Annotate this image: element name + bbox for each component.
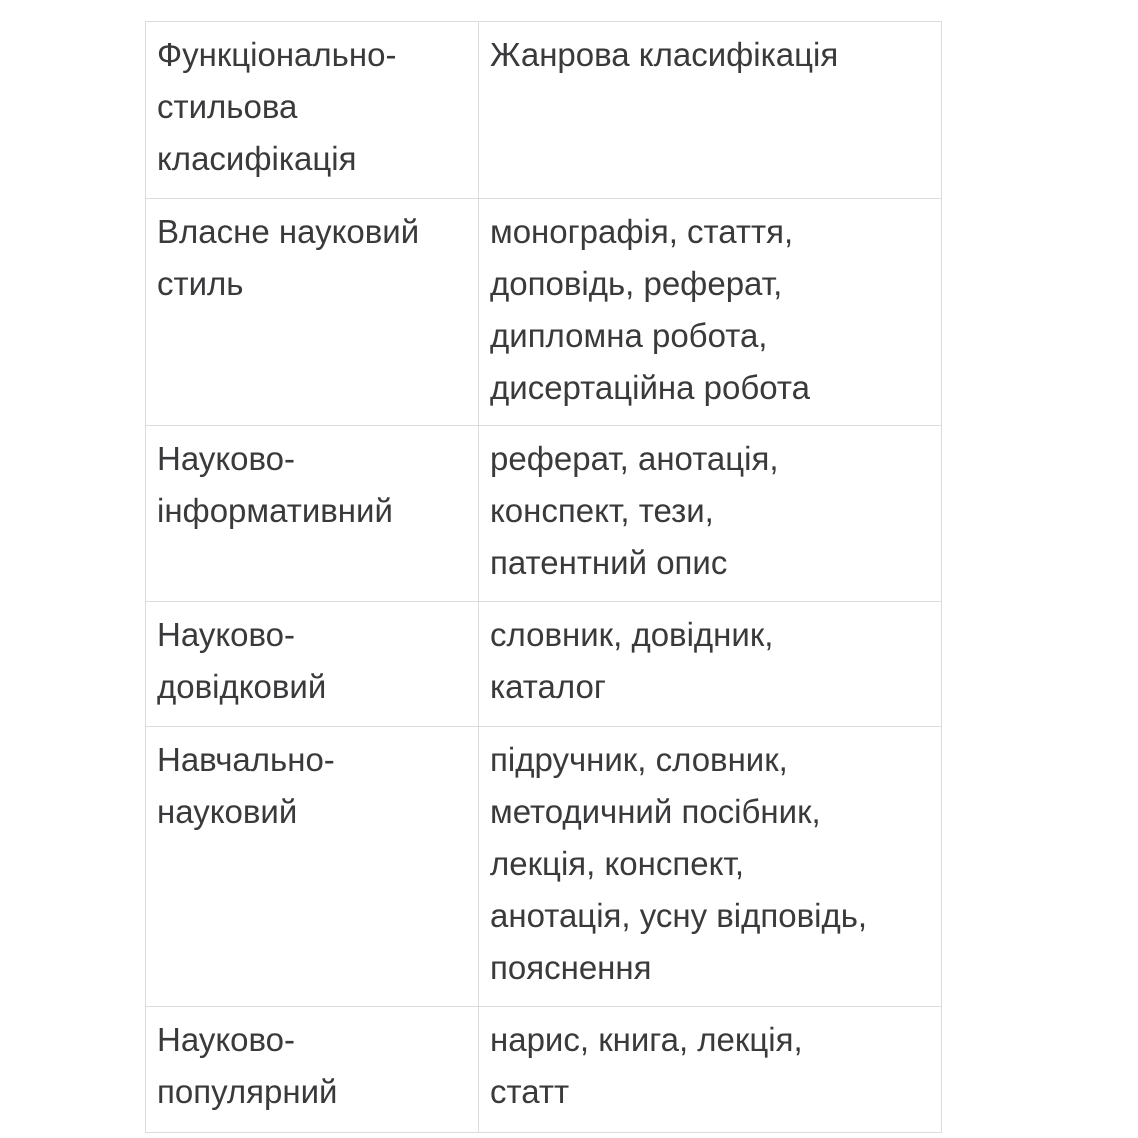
header-cell-genre: Жанрова класифікація bbox=[479, 22, 942, 199]
style-cell: Науково- довідковий bbox=[146, 602, 479, 727]
genre-cell: підручник, словник, методичний посібник, лекція, конспект, анотація, усну відповідь, пояснення bbox=[479, 727, 942, 1007]
genre-cell: нарис, книга, лекція, статт bbox=[479, 1007, 942, 1133]
style-cell: Власне науковий стиль bbox=[146, 199, 479, 426]
classification-table bbox=[145, 21, 942, 1133]
style-cell: Навчально- науковий bbox=[146, 727, 479, 1007]
style-cell: Науково- популярний bbox=[146, 1007, 479, 1133]
genre-cell: монографія, стаття, доповідь, реферат, дипломна робота, дисертаційна робота bbox=[479, 199, 942, 426]
genre-cell: словник, довідник, каталог bbox=[479, 602, 942, 727]
table-row bbox=[146, 199, 942, 426]
table-row bbox=[146, 426, 942, 602]
table-row bbox=[146, 1007, 942, 1133]
table-row bbox=[146, 727, 942, 1007]
header-cell-functional-style: Функціонально- стильова класифікація bbox=[146, 22, 479, 199]
style-cell: Науково- інформативний bbox=[146, 426, 479, 602]
table-row bbox=[146, 602, 942, 727]
genre-cell: реферат, анотація, конспект, тези, патентний опис bbox=[479, 426, 942, 602]
table-header-row bbox=[146, 22, 942, 199]
